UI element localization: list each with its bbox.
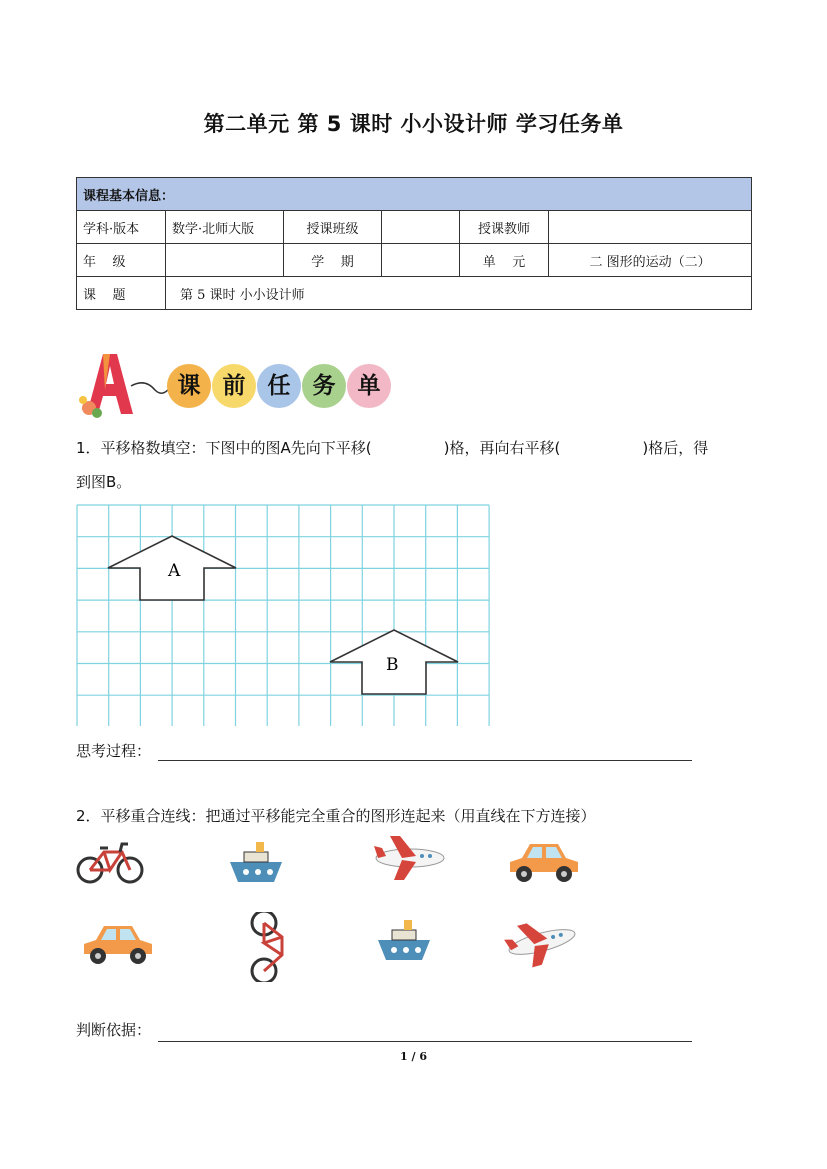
car-icon[interactable] bbox=[506, 838, 582, 886]
banner-char-4: 务 bbox=[302, 364, 346, 408]
teacher-label: 授课教师 bbox=[460, 211, 549, 244]
unit-value: 二 图形的运动（二） bbox=[549, 244, 752, 277]
q1-text-c: )格后，得 bbox=[642, 439, 709, 457]
course-info-table bbox=[76, 177, 752, 310]
judge-label: 判断依据： bbox=[76, 1021, 152, 1039]
subject-value: 数学·北师大版 bbox=[166, 211, 284, 244]
bicycle-icon[interactable] bbox=[240, 912, 288, 982]
topic-value: 第 5 课时 小小设计师 bbox=[166, 277, 752, 310]
think-answer-line[interactable] bbox=[158, 759, 692, 761]
boat-icon[interactable] bbox=[374, 918, 434, 964]
banner-char-3: 任 bbox=[257, 364, 301, 408]
boat-icon[interactable] bbox=[226, 840, 286, 886]
banner-char-2: 前 bbox=[212, 364, 256, 408]
grade-value bbox=[166, 244, 284, 277]
bicycle-icon[interactable] bbox=[76, 838, 144, 886]
class-value bbox=[382, 211, 460, 244]
page-number: 1 / 6 bbox=[400, 1050, 427, 1063]
q1-text-b: )格，再向右平移( bbox=[443, 439, 561, 457]
teacher-value bbox=[549, 211, 752, 244]
class-label: 授课班级 bbox=[284, 211, 382, 244]
q1-text-a: 1．平移格数填空：下图中的图A先向下平移( bbox=[76, 439, 372, 457]
info-header: 课程基本信息： bbox=[77, 178, 752, 211]
airplane-icon[interactable] bbox=[372, 832, 448, 882]
shape-b-label: B bbox=[386, 655, 399, 675]
banner-char-1: 课 bbox=[167, 364, 211, 408]
term-label: 学 期 bbox=[284, 244, 382, 277]
translation-grid bbox=[76, 504, 490, 726]
q1-text-d: 到图B。 bbox=[76, 473, 132, 491]
term-value bbox=[382, 244, 460, 277]
airplane-icon[interactable] bbox=[504, 914, 580, 970]
letter-a-icon bbox=[79, 354, 133, 418]
grade-label: 年 级 bbox=[77, 244, 166, 277]
unit-label: 单 元 bbox=[460, 244, 549, 277]
shape-a-label: A bbox=[168, 561, 181, 581]
page-title: 第二单元 第 5 课时 小小设计师 学习任务单 bbox=[203, 112, 624, 136]
banner-char-5: 单 bbox=[347, 364, 391, 408]
judge-answer-line[interactable] bbox=[158, 1040, 692, 1042]
q2-text: 2．平移重合连线：把通过平移能完全重合的图形连起来（用直线在下方连接） bbox=[76, 807, 596, 825]
q1-text bbox=[76, 432, 751, 465]
think-label: 思考过程： bbox=[76, 742, 152, 760]
car-icon[interactable] bbox=[80, 920, 156, 968]
subject-label: 学科·版本 bbox=[77, 211, 166, 244]
topic-label: 课 题 bbox=[77, 277, 166, 310]
